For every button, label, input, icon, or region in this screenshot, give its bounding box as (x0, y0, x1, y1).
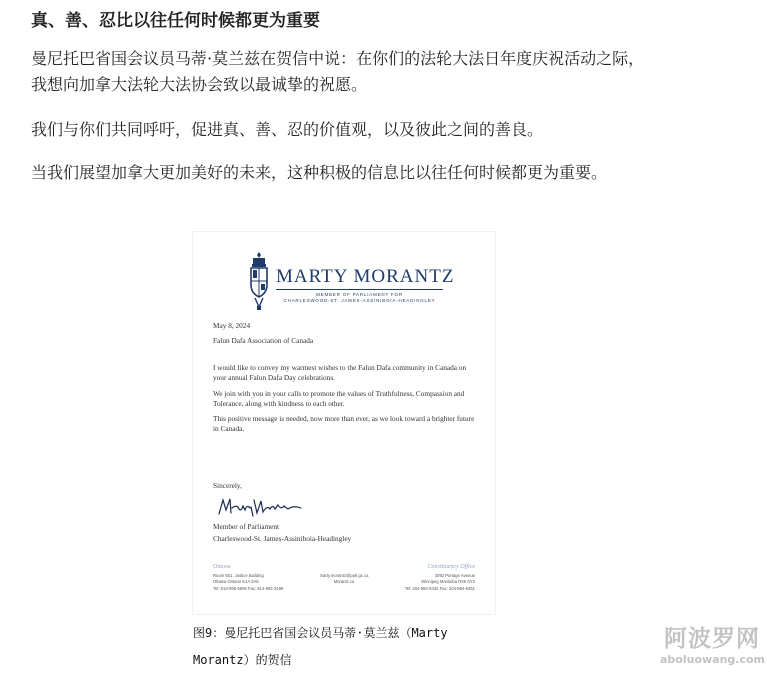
house-of-commons-crest-icon (248, 251, 270, 311)
article-heading: 真、善、忍比以往任何时候都更为重要 (31, 11, 320, 31)
footer-constituency-title: Constituency Office (427, 564, 475, 570)
watermark-main: 阿波罗网 (664, 626, 760, 652)
article-paragraph-2: 我们与你们共同呼吁，促进真、善、忍的价值观，以及彼此之间的善良。 (31, 120, 544, 139)
letter-date: May 8, 2024 (213, 321, 251, 330)
letterhead-riding: CHARLESWOOD-ST. JAMES-ASSINIBOIA-HEADINGLEY (283, 298, 436, 303)
footer-ottawa-address (213, 573, 283, 592)
footer-line: Room 501, Justice Building (213, 573, 264, 578)
footer-website: Morantz.ca (333, 579, 355, 585)
footer-line: Tel: 204-984-6432 Fax: 204-984-6451 (404, 585, 475, 591)
letter-body-paragraph-2: We join with you in your calls to promote the values of Truthfulness, Compassion and Tolerance, along with kindness to each other. (213, 389, 465, 408)
footer-email: marty.morantz@parl.gc.ca (319, 573, 369, 578)
footer-constituency-address (405, 573, 475, 592)
figure-caption-line-1: 图9：曼尼托巴省国会议员马蒂·莫兰兹（Marty (193, 626, 448, 640)
article-paragraph-3: 当我们展望加拿大更加美好的未来，这种积极的信息比以往任何时候都更为重要。 (31, 163, 608, 182)
figure-caption-line-2: Morantz）的贺信 (193, 653, 292, 667)
footer-contact (313, 573, 375, 586)
letter-body-paragraph-1: I would like to convey my warmest wishes to the Falun Dafa community in Canada on your annual Falun Dafa Day celebrations. (213, 363, 467, 382)
article-paragraph-1: 曼尼托巴省国会议员马蒂·莫兰兹在贺信中说：在你们的法轮大法日年度庆祝活动之际，我想向加拿大法轮大法协会致以最诚挚的祝愿。 (31, 49, 645, 94)
signer-riding: Charleswood-St. James-Assiniboia-Headingley (213, 534, 352, 543)
letter-closing: Sincerely, (213, 481, 242, 490)
handwritten-signature-icon (217, 496, 303, 520)
footer-line: Tel: 613-995-5609 Fax: 613-992-3199 (213, 585, 284, 591)
footer-line: Ottawa Ontario K1A 0A6 (213, 579, 259, 585)
letter-recipient: Falun Dafa Association of Canada (213, 336, 314, 345)
site-watermark (660, 625, 764, 667)
letter-body-paragraph-3: This positive message is needed, now more than ever, as we look toward a brighter future in Canada. (213, 414, 475, 433)
letterhead-rule (276, 289, 443, 290)
letterhead-subtitle: MEMBER OF PARLIAMENT FOR (316, 292, 403, 297)
letterhead-name: MARTY MORANTZ (276, 266, 455, 287)
footer-line: 3092 Portage Avenue (434, 573, 475, 578)
signer-title: Member of Parliament (213, 522, 280, 531)
letter-image (193, 232, 495, 614)
footer-ottawa-title: Ottawa (213, 564, 231, 570)
figure-caption (193, 620, 513, 674)
watermark-url: aboluowang.com (660, 653, 766, 666)
footer-line: Winnipeg Manitoba R3K 0Y2 (421, 579, 475, 585)
